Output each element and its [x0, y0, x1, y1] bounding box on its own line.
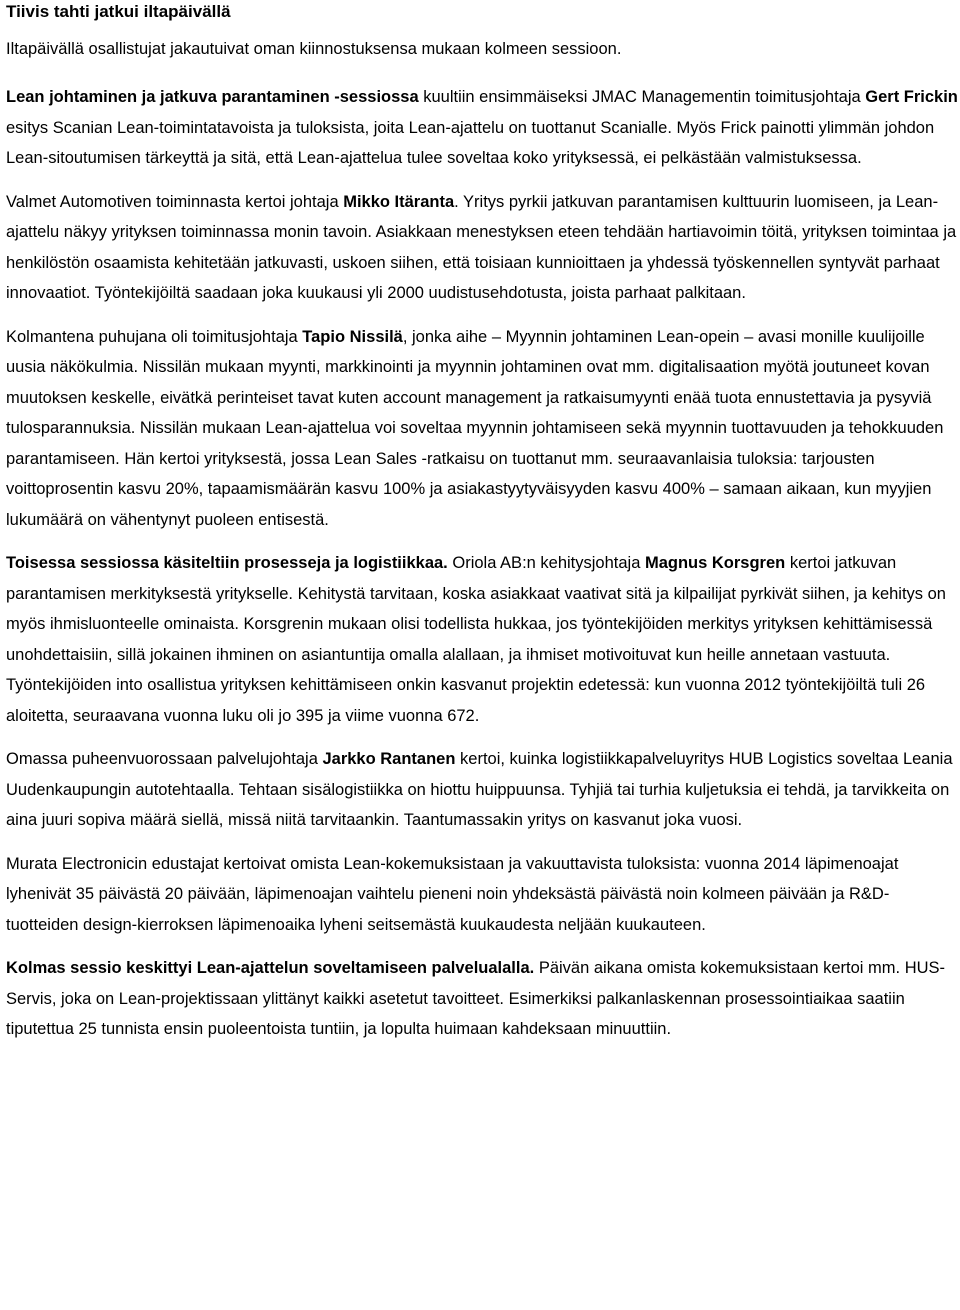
- speaker-name: Gert Frickin: [865, 88, 958, 106]
- speaker-name: Magnus Korsgren: [644, 554, 786, 572]
- speaker-name: Mikko Itäranta: [343, 192, 455, 211]
- paragraph-murata: [6, 849, 958, 941]
- document: [6, 0, 958, 1058]
- text: Omassa puheenvuorossaan palvelujohtaja: [6, 750, 323, 768]
- text: kertoi, kuinka logistiikkapalveluyritys HUB Logistics soveltaa Leania Uudenkaupungin autotehtaalla. Tehtaan sisälogistiikka on hiottu huippuunsa. Tyhjiä tai turhia kuljetuksia ei tehdä, ja tarvikkeita on aina juuri sopiva määrä siellä, missä niitä tarvitaankin. Taantumassakin yritys on kasvanut joka vuosi.: [6, 750, 953, 829]
- text: esitys Scanian Lean-toimintatavoista ja tuloksista, joita Lean-ajattelu on tuottanut Scanialle. Myös Frick painotti ylimmän johdon Lean-sitoutumisen tärkeyttä ja sitä, että Lean-ajattelua tulee soveltaa koko yrityksessä, ei pelkästään valmistuksessa.: [6, 118, 935, 167]
- text: . Yritys pyrkii jatkuvan parantamisen kulttuurin luomiseen, ja Lean-ajattelu näkyy yrityksen toiminnassa monin tavoin. Asiakkaan menestyksen eteen tehdään hartiavoimin töitä, yrityksen toimintaa ja henkilöstön osaamista kehitetään jatkuvasti, uskoen siihen, että toisiaan kunnioittaen ja yhdessä työskennellen syntyvät parhaat innovaatiot. Työntekijöiltä saadaan joka kuukausi yli 2000 uudistusehdotusta, joista parhaat palkitaan.: [6, 192, 957, 302]
- article-title: Tiivis tahti jatkui iltapäivällä: [6, 2, 231, 21]
- text: Päivän aikana omista kokemuksistaan kertoi mm. HUS-Servis, joka on Lean-projektissaan ylittänyt kaikki asetetut tavoitteet. Esimerkiksi palkanlaskennan prosessointiaikaa saatiin tiputettua 25 tunnista ensin puoleentoista tuntiin, ja lopulta huimaan kahdeksaan minuuttiin.: [6, 959, 946, 1038]
- paragraph-lean-leadership: [6, 82, 958, 174]
- text: kuultiin ensimmäiseksi JMAC Managementin toimitusjohtaja: [418, 88, 866, 106]
- session-heading-lean-leadership: Lean johtaminen ja jatkuva parantaminen -sessiossa: [6, 88, 419, 106]
- speaker-name: Jarkko Rantanen: [322, 750, 456, 768]
- speaker-name: Tapio Nissilä: [302, 327, 403, 346]
- intro-paragraph: Iltapäivällä osallistujat jakautuivat oman kiinnostuksensa mukaan kolmeen sessioon.: [6, 40, 622, 58]
- paragraph-logistics: [6, 548, 958, 731]
- paragraph-service-sector: [6, 953, 958, 1045]
- paragraph-hub-logistics: [6, 744, 958, 836]
- text: Valmet Automotiven toiminnasta kertoi johtaja: [6, 192, 344, 211]
- text: , jonka aihe – Myynnin johtaminen Lean-opein – avasi monille kuulijoille uusia näkökulmia. Nissilän mukaan myynti, markkinointi ja myynnin johtaminen ovat mm. digitalisaation myötä joutuneet kovan muutoksen keskelle, eivätkä perinteiset tavat kuten account management ja ratkaisumyynti enää tuota ennustettavia ja pysyviä tulosparannuksia. Nissilän mukaan Lean-ajattelua voi soveltaa myynnin johtamiseen sekä myynnin tuottavuuden ja tehokkuuden parantamiseen. Hän kertoi yrityksestä, jossa Lean Sales -ratkaisu on tuottanut mm. seuraavanlaisia tuloksia: tarjousten voittoprosentin kasvu 20%, tapaamismäärän kasvu 100% ja asiakastyytyväisyyden kasvu 400% – samaan aikaan, kun myyjien lukumäärä on vähentynyt puoleen entisestä.: [6, 327, 944, 529]
- paragraph-sales: [6, 322, 958, 536]
- session-heading-logistics: Toisessa sessiossa käsiteltiin prosesseja ja logistiikkaa.: [6, 554, 448, 572]
- session-heading-service: Kolmas sessio keskittyi Lean-ajattelun soveltamiseen palvelualalla.: [6, 959, 535, 977]
- text: Oriola AB:n kehitysjohtaja: [447, 554, 645, 572]
- text: kertoi jatkuvan parantamisen merkityksestä yritykselle. Kehitystä tarvitaan, koska asiakkaat vaativat sitä ja kilpailijat pyrkivät siihen, ja kehitys on myös ihmisluonteelle ominaista. Korsgrenin mukaan olisi todellista hukkaa, jos työntekijöiden merkitys yrityksen kehittämisessä unohdettaisiin, sillä jokainen ihminen on asiantuntija omalla alallaan, ja ihmiset motivoituvat kun heille annetaan vastuuta. Työntekijöiden into osallistua yrityksen kehittämiseen onkin kasvanut projektin edetessä: kun vuonna 2012 työntekijöiltä tuli 26 aloitetta, seuraavana vuonna luku oli jo 395 ja viime vuonna 672.: [6, 554, 946, 725]
- paragraph-valmet: [6, 187, 958, 309]
- text: Kolmantena puhujana oli toimitusjohtaja: [6, 327, 303, 346]
- text: Murata Electronicin edustajat kertoivat omista Lean-kokemuksistaan ja vakuuttavista tuloksista: vuonna 2014 läpimenoajat lyhenivät 35 päivästä 20 päivään, läpimenoajan vaihtelu pieneni noin yhdeksästä päivästä noin kolmeen päivään ja R&D-tuotteiden design-kierroksen läpimenoaika lyheni seitsemästä kuukaudesta neljään kuukauteen.: [6, 854, 899, 934]
